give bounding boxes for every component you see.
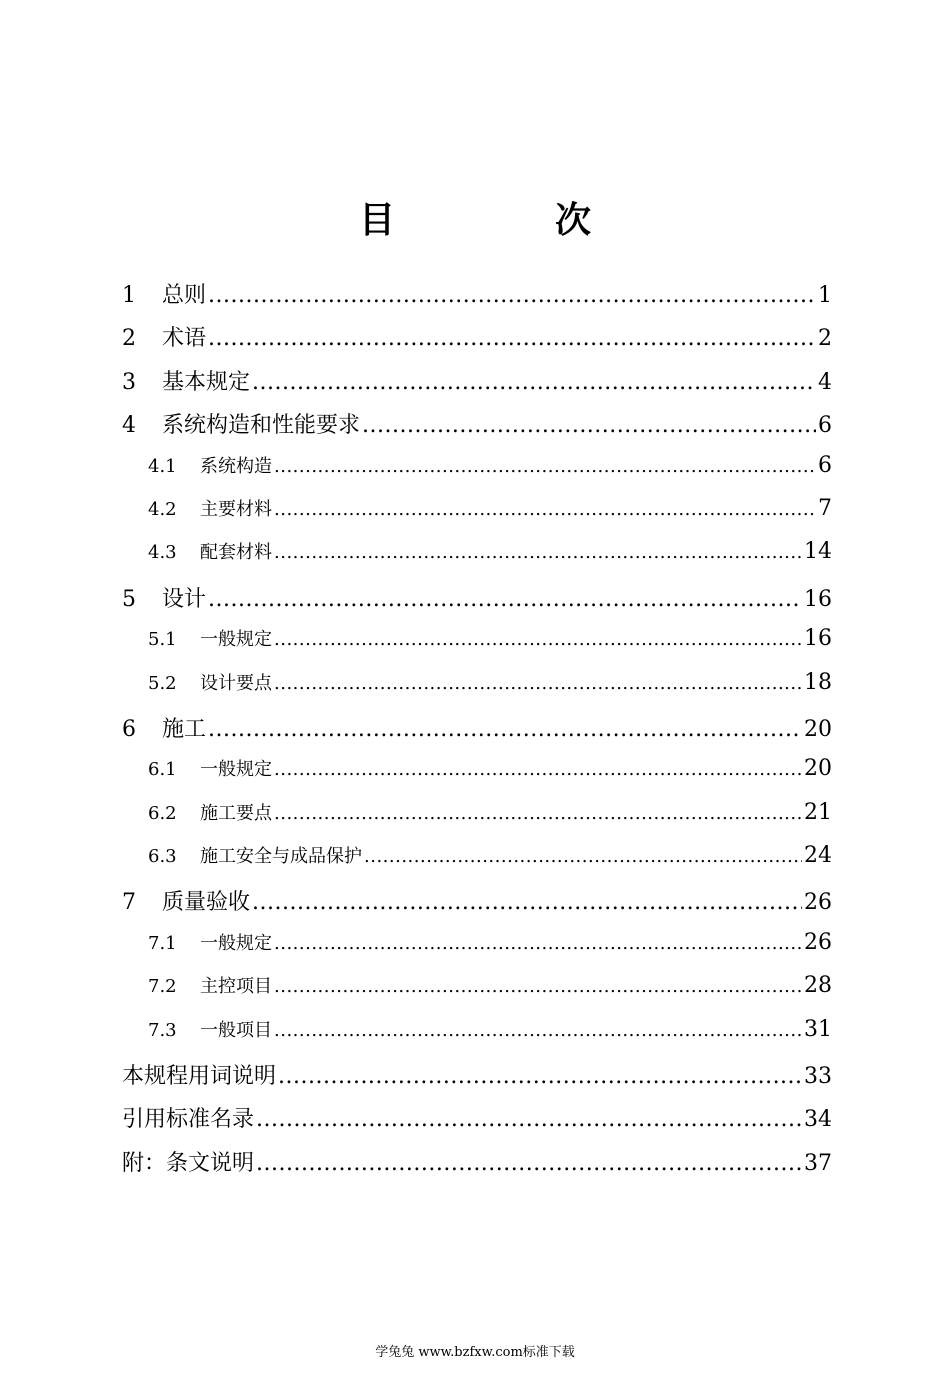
toc-entry-label: 附：条文说明: [122, 1150, 255, 1176]
toc-entry-number: 1: [122, 283, 136, 308]
toc-entry-label: 本规程用词说明: [122, 1064, 277, 1090]
toc-entry-page: 6: [818, 413, 832, 439]
toc-entry-page: 16: [804, 626, 832, 652]
toc-entry-label: 引用标准名录: [122, 1107, 255, 1133]
toc-entry-number: 4.3: [148, 542, 177, 564]
toc-entry[interactable]: [122, 1102, 832, 1145]
toc-entry[interactable]: [122, 712, 832, 755]
toc-entry-number: 2: [122, 326, 136, 352]
toc-entry-label: 系统构造和性能要求: [162, 413, 361, 439]
toc-dot-leader: [274, 1020, 802, 1041]
toc-entry-page: 20: [804, 756, 832, 782]
toc-entry-page: 1: [818, 283, 832, 308]
toc-entry-page: 7: [818, 495, 832, 521]
toc-entry[interactable]: [122, 582, 832, 625]
toc-dot-leader: [362, 413, 816, 438]
toc-dot-leader: [256, 1107, 802, 1132]
toc-entry[interactable]: [122, 885, 832, 928]
toc-dot-leader: [208, 717, 802, 742]
toc-dot-leader: [274, 499, 816, 520]
toc-entry-page: 6: [818, 452, 832, 478]
toc-entry-label: 设计要点: [200, 672, 272, 694]
toc-entry-number: 6.1: [148, 759, 177, 781]
toc-entry[interactable]: [122, 538, 832, 581]
toc-entry-page: 28: [804, 973, 832, 999]
toc-entry-label: 主要材料: [200, 498, 272, 520]
toc-entry-page: 20: [804, 716, 832, 742]
toc-entry[interactable]: [122, 1016, 832, 1059]
toc-dot-leader: [208, 283, 816, 308]
toc-dot-leader: [274, 542, 802, 563]
toc-entry-page: 18: [804, 669, 832, 695]
toc-dot-leader: [278, 1064, 802, 1089]
toc-entry-number: 6.3: [148, 846, 177, 868]
toc-entry[interactable]: [122, 1059, 832, 1102]
toc-entry-page: 34: [804, 1107, 832, 1133]
toc-dot-leader: [252, 370, 816, 395]
toc-entry-number: 5.2: [148, 672, 177, 694]
toc-entry-label: 配套材料: [200, 542, 272, 564]
toc-dot-leader: [274, 933, 802, 954]
toc-entry-label: 施工: [162, 716, 207, 742]
toc-entry-label: 一般规定: [200, 932, 272, 954]
toc-entry-number: 6.2: [148, 802, 177, 824]
toc-entry[interactable]: [122, 365, 832, 408]
toc-entry-number: 7.3: [148, 1019, 177, 1041]
toc-dot-leader: [274, 976, 802, 997]
toc-entry-page: 2: [818, 326, 832, 352]
toc-entry[interactable]: [122, 799, 832, 842]
toc-entry-label: 一般项目: [200, 1019, 272, 1041]
toc-entry[interactable]: [122, 278, 832, 321]
toc-entry[interactable]: [122, 755, 832, 798]
toc-entry-page: 33: [804, 1064, 832, 1090]
toc-entry-number: 4.1: [148, 455, 177, 477]
toc-entry-page: 4: [818, 369, 832, 395]
toc-entry[interactable]: [122, 929, 832, 972]
toc-entry[interactable]: [122, 495, 832, 538]
toc-entry-label: 系统构造: [200, 455, 272, 477]
toc-entry-page: 24: [804, 843, 832, 869]
toc-dot-leader: [274, 456, 816, 477]
toc-entry-label: 一般规定: [200, 629, 272, 651]
toc-dot-leader: [274, 673, 802, 694]
toc-entry-number: 3: [122, 369, 136, 395]
toc-entry-page: 26: [804, 890, 832, 916]
toc-entry-number: 7.2: [148, 976, 177, 998]
toc-dot-leader: [274, 803, 802, 824]
toc-entry-number: 7.1: [148, 932, 177, 954]
toc-entry-page: 37: [804, 1150, 832, 1176]
toc-entry-label: 一般规定: [200, 759, 272, 781]
toc-entry-label: 基本规定: [162, 369, 251, 395]
toc-entry-number: 4.2: [148, 498, 177, 520]
toc-dot-leader: [256, 1151, 802, 1176]
toc-dot-leader: [364, 846, 802, 867]
toc-entry-number: 4: [122, 413, 136, 439]
toc-entry-label: 设计: [162, 586, 207, 612]
toc-entry[interactable]: [122, 452, 832, 495]
toc-entry-page: 21: [804, 799, 832, 825]
toc-title: 目 次: [358, 199, 653, 241]
toc-entry-page: 26: [804, 929, 832, 955]
toc-dot-leader: [208, 326, 816, 351]
toc-entry[interactable]: [122, 1146, 832, 1189]
toc-dot-leader: [274, 629, 802, 650]
toc-entry-label: 术语: [162, 326, 207, 352]
toc-entry[interactable]: [122, 408, 832, 451]
toc-dot-leader: [274, 759, 802, 780]
toc-dot-leader: [208, 587, 802, 612]
toc-entry-label: 主控项目: [200, 976, 272, 998]
page-footer: 学兔兔 www.bzfxw.com标准下载: [375, 1345, 575, 1360]
toc-entry-page: 31: [804, 1016, 832, 1042]
table-of-contents: [122, 278, 832, 1189]
toc-entry[interactable]: [122, 321, 832, 364]
toc-entry-label: 施工要点: [200, 802, 272, 824]
toc-entry-label: 总则: [162, 283, 207, 308]
toc-entry[interactable]: [122, 625, 832, 668]
toc-entry-page: 14: [804, 539, 832, 565]
toc-entry-label: 施工安全与成品保护: [200, 846, 362, 868]
toc-entry[interactable]: [122, 669, 832, 712]
toc-entry-number: 5.1: [148, 629, 177, 651]
toc-entry[interactable]: [122, 842, 832, 885]
toc-entry-page: 16: [804, 586, 832, 612]
toc-entry-number: 6: [122, 716, 136, 742]
toc-entry[interactable]: [122, 972, 832, 1015]
toc-dot-leader: [252, 890, 802, 915]
toc-entry-number: 5: [122, 586, 136, 612]
toc-entry-number: 7: [122, 890, 136, 916]
toc-entry-label: 质量验收: [162, 890, 251, 916]
